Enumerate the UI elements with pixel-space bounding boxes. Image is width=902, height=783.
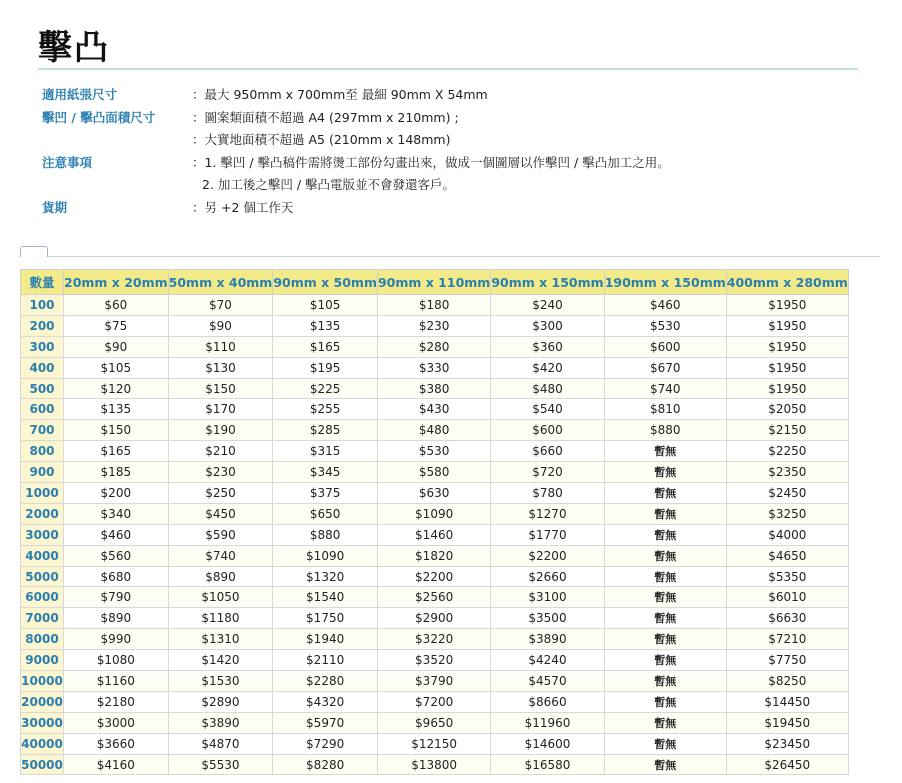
quantity-cell: 8000 (21, 629, 64, 650)
table-row (21, 420, 849, 441)
price-cell: 暫無 (604, 671, 726, 692)
price-cell: $1950 (726, 336, 848, 357)
price-cell: $460 (64, 524, 169, 545)
tab-button[interactable] (20, 246, 48, 257)
quantity-cell: 500 (21, 378, 64, 399)
price-cell: $300 (491, 315, 604, 336)
price-cell: $200 (64, 483, 169, 504)
price-cell: $1770 (491, 524, 604, 545)
price-cell: $780 (491, 483, 604, 504)
price-cell: $790 (64, 587, 169, 608)
table-row (21, 545, 849, 566)
price-cell: $540 (491, 399, 604, 420)
spec-row-area-size (42, 107, 872, 130)
price-cell: 暫無 (604, 587, 726, 608)
quantity-cell: 200 (21, 315, 64, 336)
price-cell: $2890 (168, 691, 273, 712)
price-cell: $8250 (726, 671, 848, 692)
price-cell: $1950 (726, 295, 848, 316)
price-cell: $90 (64, 336, 169, 357)
price-cell: $240 (491, 295, 604, 316)
spec-label-notes: 注意事項 (42, 154, 93, 170)
price-cell: $4650 (726, 545, 848, 566)
price-cell: $315 (273, 441, 378, 462)
price-cell: $60 (64, 295, 169, 316)
price-cell: $3890 (168, 712, 273, 733)
quantity-cell: 1000 (21, 483, 64, 504)
price-cell: $670 (604, 357, 726, 378)
column-header-quantity: 數量 (21, 270, 64, 295)
price-cell: $380 (377, 378, 490, 399)
price-cell: $2200 (377, 566, 490, 587)
price-cell: $4160 (64, 754, 169, 775)
price-cell: 暫無 (604, 629, 726, 650)
price-cell: $1050 (168, 587, 273, 608)
price-cell: $19450 (726, 712, 848, 733)
table-row (21, 629, 849, 650)
table-row (21, 378, 849, 399)
price-cell: $16580 (491, 754, 604, 775)
price-cell: $3520 (377, 650, 490, 671)
price-cell: $6010 (726, 587, 848, 608)
price-cell: $7290 (273, 733, 378, 754)
price-cell: $420 (491, 357, 604, 378)
price-cell: $1950 (726, 378, 848, 399)
price-cell: $280 (377, 336, 490, 357)
table-row (21, 315, 849, 336)
column-header-size: 50mm x 40mm (168, 270, 273, 295)
price-cell: 暫無 (604, 608, 726, 629)
price-cell: 暫無 (604, 441, 726, 462)
price-cell: $1320 (273, 566, 378, 587)
table-row (21, 483, 849, 504)
price-cell: $14450 (726, 691, 848, 712)
price-cell: $600 (491, 420, 604, 441)
price-cell: $225 (273, 378, 378, 399)
price-cell: $1090 (273, 545, 378, 566)
table-row (21, 608, 849, 629)
price-cell: $8660 (491, 691, 604, 712)
price-cell: $7750 (726, 650, 848, 671)
quantity-cell: 50000 (21, 754, 64, 775)
price-cell: $460 (604, 295, 726, 316)
price-cell: $1950 (726, 315, 848, 336)
price-cell: $2660 (491, 566, 604, 587)
title-divider (38, 68, 858, 70)
table-row (21, 357, 849, 378)
price-cell: $590 (168, 524, 273, 545)
price-cell: $375 (273, 483, 378, 504)
column-header-size: 90mm x 110mm (377, 270, 490, 295)
quantity-cell: 2000 (21, 503, 64, 524)
price-cell: $135 (273, 315, 378, 336)
price-cell: $1270 (491, 503, 604, 524)
price-cell: $1090 (377, 503, 490, 524)
table-row (21, 336, 849, 357)
price-cell: $880 (273, 524, 378, 545)
price-cell: $4870 (168, 733, 273, 754)
price-cell: $130 (168, 357, 273, 378)
price-cell: $230 (377, 315, 490, 336)
price-cell: 暫無 (604, 483, 726, 504)
price-cell: 暫無 (604, 545, 726, 566)
price-cell: $2150 (726, 420, 848, 441)
price-cell: $5530 (168, 754, 273, 775)
quantity-cell: 30000 (21, 712, 64, 733)
price-cell: $90 (168, 315, 273, 336)
price-cell: 暫無 (604, 754, 726, 775)
price-cell: $3790 (377, 671, 490, 692)
spec-value-lead-time: ：另 +2 個工作天 (192, 199, 294, 215)
table-row (21, 503, 849, 524)
table-row (21, 462, 849, 483)
price-cell: $530 (377, 441, 490, 462)
table-row (21, 524, 849, 545)
quantity-cell: 700 (21, 420, 64, 441)
table-row (21, 587, 849, 608)
price-cell: $5350 (726, 566, 848, 587)
quantity-cell: 3000 (21, 524, 64, 545)
price-cell: $1750 (273, 608, 378, 629)
quantity-cell: 10000 (21, 671, 64, 692)
price-cell: $2560 (377, 587, 490, 608)
price-cell: $23450 (726, 733, 848, 754)
price-cell: 暫無 (604, 650, 726, 671)
quantity-cell: 300 (21, 336, 64, 357)
price-cell: $4320 (273, 691, 378, 712)
price-cell: $13800 (377, 754, 490, 775)
price-cell: $150 (64, 420, 169, 441)
column-header-size: 190mm x 150mm (604, 270, 726, 295)
price-cell: $14600 (491, 733, 604, 754)
table-row (21, 399, 849, 420)
price-cell: $720 (491, 462, 604, 483)
quantity-cell: 6000 (21, 587, 64, 608)
price-cell: $8280 (273, 754, 378, 775)
price-cell: $7200 (377, 691, 490, 712)
table-row (21, 754, 849, 775)
spec-label-area-size: 擊凹 / 擊凸面積尺寸 (42, 109, 156, 125)
price-cell: $3250 (726, 503, 848, 524)
spec-value-area-size-solid: ：大實地面積不超過 A5 (210mm x 148mm) (192, 132, 451, 147)
spec-value-paper-size: ：最大 950mm x 700mm至 最細 90mm X 54mm (192, 87, 488, 102)
price-cell: $3000 (64, 712, 169, 733)
price-cell: 暫無 (604, 712, 726, 733)
price-cell: $2050 (726, 399, 848, 420)
price-cell: $110 (168, 336, 273, 357)
price-cell: $990 (64, 629, 169, 650)
spec-value-area-size-pattern: ：圖案類面積不超過 A4 (297mm x 210mm) ; (192, 109, 459, 125)
price-cell: $2180 (64, 691, 169, 712)
spec-value-note-2: 2. 加工後之擊凹 / 擊凸電版並不會發還客戶。 (202, 177, 456, 192)
price-cell: $480 (491, 378, 604, 399)
price-cell: $2450 (726, 483, 848, 504)
page-title: 擊凸 (38, 28, 110, 68)
price-cell: $1950 (726, 357, 848, 378)
quantity-cell: 4000 (21, 545, 64, 566)
quantity-cell: 100 (21, 295, 64, 316)
price-cell: $4240 (491, 650, 604, 671)
price-cell: $1940 (273, 629, 378, 650)
spec-row-paper-size (42, 84, 872, 107)
table-row (21, 650, 849, 671)
price-cell: $70 (168, 295, 273, 316)
spec-row-area-size-solid (42, 129, 872, 152)
price-cell: $1460 (377, 524, 490, 545)
quantity-cell: 600 (21, 399, 64, 420)
price-cell: $3660 (64, 733, 169, 754)
price-cell: $9650 (377, 712, 490, 733)
price-cell: $2250 (726, 441, 848, 462)
price-cell: 暫無 (604, 566, 726, 587)
price-cell: $3890 (491, 629, 604, 650)
price-cell: $1310 (168, 629, 273, 650)
price-table (20, 269, 849, 775)
price-cell: $12150 (377, 733, 490, 754)
price-cell: $1080 (64, 650, 169, 671)
price-cell: $2350 (726, 462, 848, 483)
price-cell: $1180 (168, 608, 273, 629)
price-cell: $285 (273, 420, 378, 441)
price-cell: $1420 (168, 650, 273, 671)
price-cell: $170 (168, 399, 273, 420)
price-cell: $530 (604, 315, 726, 336)
price-cell: $600 (604, 336, 726, 357)
price-cell: $185 (64, 462, 169, 483)
price-cell: $2110 (273, 650, 378, 671)
price-cell: $3500 (491, 608, 604, 629)
price-cell: $1530 (168, 671, 273, 692)
quantity-cell: 9000 (21, 650, 64, 671)
price-cell: $4000 (726, 524, 848, 545)
quantity-cell: 400 (21, 357, 64, 378)
price-cell: $360 (491, 336, 604, 357)
price-cell: $2280 (273, 671, 378, 692)
column-header-size: 90mm x 150mm (491, 270, 604, 295)
price-cell: $3220 (377, 629, 490, 650)
price-cell: $3100 (491, 587, 604, 608)
price-cell: $330 (377, 357, 490, 378)
quantity-cell: 7000 (21, 608, 64, 629)
price-table-header (21, 270, 849, 295)
price-cell: $480 (377, 420, 490, 441)
price-cell: $11960 (491, 712, 604, 733)
price-cell: $810 (604, 399, 726, 420)
price-cell: $250 (168, 483, 273, 504)
price-cell: $1160 (64, 671, 169, 692)
price-cell: $890 (168, 566, 273, 587)
price-cell: $165 (64, 441, 169, 462)
price-cell: $210 (168, 441, 273, 462)
price-cell: $580 (377, 462, 490, 483)
price-cell: $680 (64, 566, 169, 587)
table-row (21, 733, 849, 754)
price-cell: $120 (64, 378, 169, 399)
price-cell: $880 (604, 420, 726, 441)
price-cell: $135 (64, 399, 169, 420)
price-cell: 暫無 (604, 691, 726, 712)
price-cell: $2200 (491, 545, 604, 566)
price-cell: $105 (64, 357, 169, 378)
price-cell: $195 (273, 357, 378, 378)
quantity-cell: 40000 (21, 733, 64, 754)
price-cell: $75 (64, 315, 169, 336)
price-cell: $6630 (726, 608, 848, 629)
price-cell: $4570 (491, 671, 604, 692)
price-cell: $2900 (377, 608, 490, 629)
table-row (21, 295, 849, 316)
price-cell: $150 (168, 378, 273, 399)
price-cell: $430 (377, 399, 490, 420)
price-cell: $660 (491, 441, 604, 462)
price-cell: $740 (604, 378, 726, 399)
price-cell: $630 (377, 483, 490, 504)
quantity-cell: 20000 (21, 691, 64, 712)
price-cell: $190 (168, 420, 273, 441)
price-cell: $740 (168, 545, 273, 566)
price-cell: $345 (273, 462, 378, 483)
tab-strip-line (20, 256, 880, 257)
price-cell: $165 (273, 336, 378, 357)
price-cell: $230 (168, 462, 273, 483)
table-row (21, 441, 849, 462)
column-header-size: 400mm x 280mm (726, 270, 848, 295)
column-header-size: 90mm x 50mm (273, 270, 378, 295)
price-cell: $5970 (273, 712, 378, 733)
price-cell: $105 (273, 295, 378, 316)
price-cell: 暫無 (604, 462, 726, 483)
price-cell: 暫無 (604, 503, 726, 524)
price-cell: $650 (273, 503, 378, 524)
price-cell: $26450 (726, 754, 848, 775)
price-cell: $255 (273, 399, 378, 420)
spec-label-lead-time: 貨期 (42, 199, 68, 215)
price-cell: 暫無 (604, 524, 726, 545)
price-cell: $450 (168, 503, 273, 524)
price-cell: $890 (64, 608, 169, 629)
spec-list (42, 84, 872, 219)
spec-row-notes (42, 152, 872, 175)
price-cell: $340 (64, 503, 169, 524)
price-cell: 暫無 (604, 733, 726, 754)
table-row (21, 671, 849, 692)
price-cell: $1540 (273, 587, 378, 608)
quantity-cell: 800 (21, 441, 64, 462)
table-row (21, 712, 849, 733)
quantity-cell: 5000 (21, 566, 64, 587)
spec-row-lead-time (42, 197, 872, 220)
price-cell: $1820 (377, 545, 490, 566)
column-header-size: 20mm x 20mm (64, 270, 169, 295)
table-row (21, 566, 849, 587)
spec-row-notes-2 (42, 174, 872, 197)
price-cell: $7210 (726, 629, 848, 650)
price-cell: $560 (64, 545, 169, 566)
quantity-cell: 900 (21, 462, 64, 483)
spec-value-note-1: ：1. 擊凹 / 擊凸稿件需將燙工部份勾畫出來，做成一個圖層以作擊凹 / 擊凸加工之用。 (192, 154, 670, 170)
table-row (21, 691, 849, 712)
price-cell: $180 (377, 295, 490, 316)
spec-label-paper-size: 適用紙張尺寸 (42, 87, 118, 102)
